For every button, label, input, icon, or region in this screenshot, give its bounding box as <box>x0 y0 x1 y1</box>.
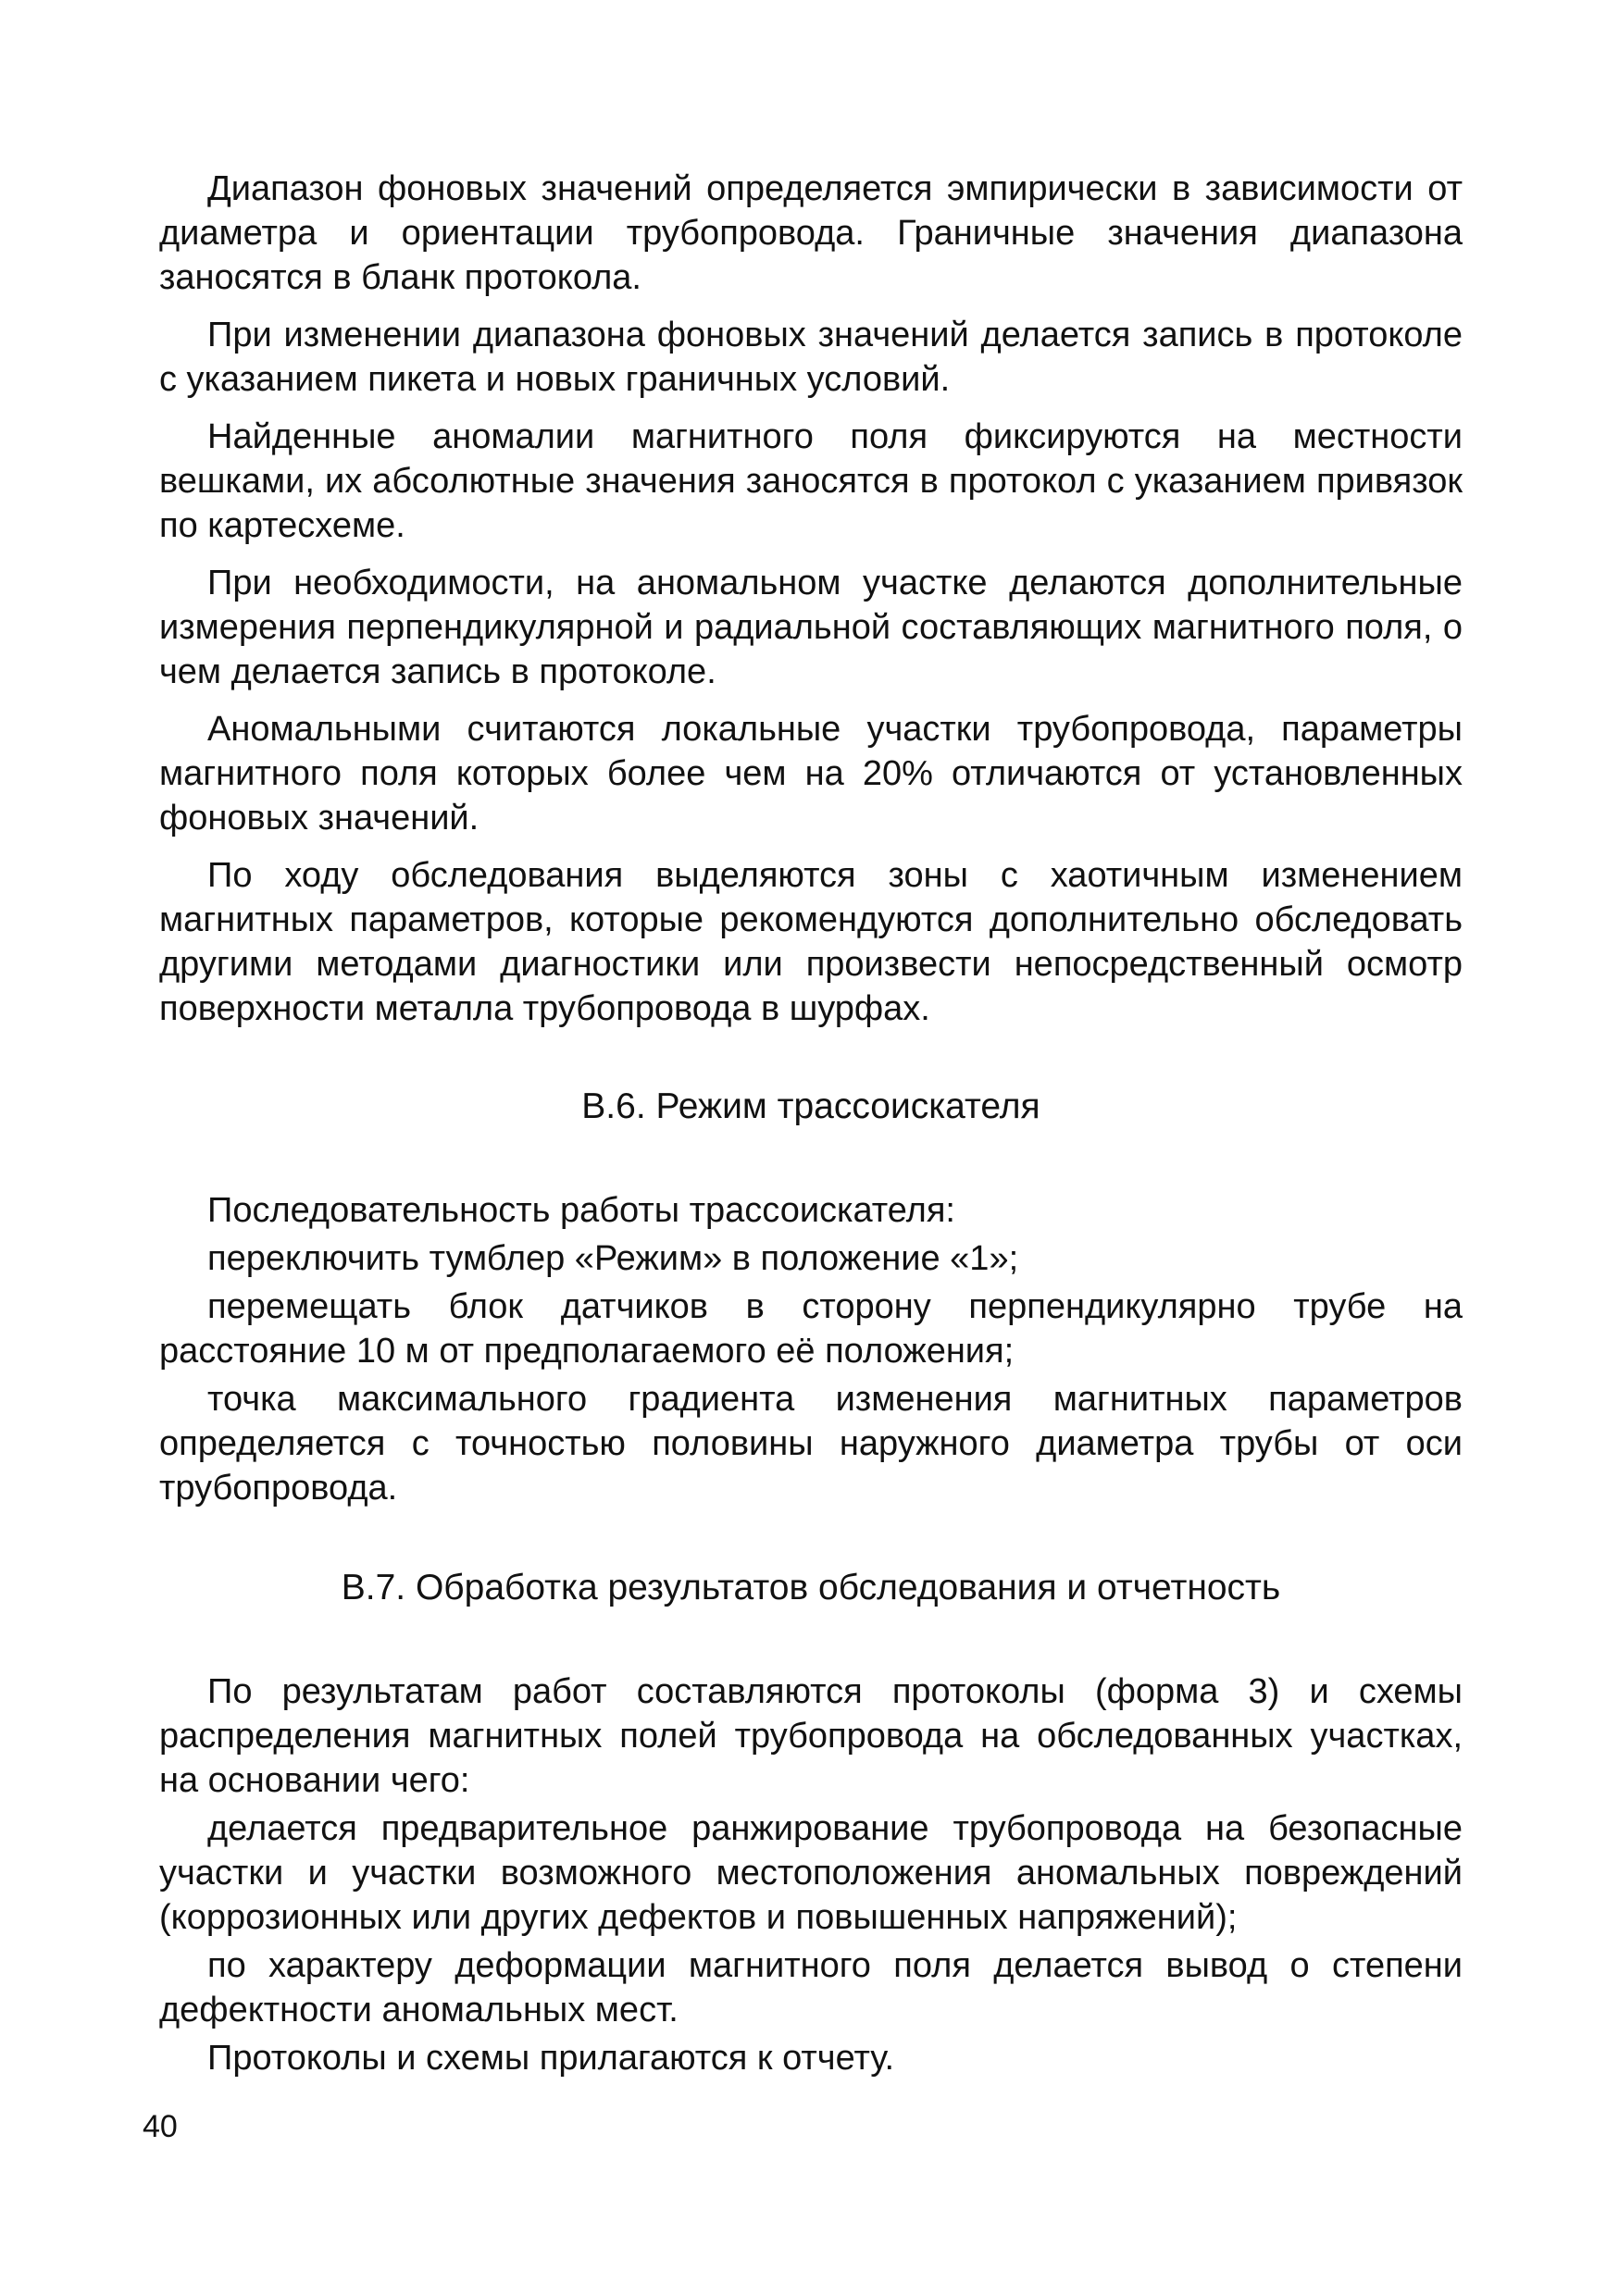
section-b6-heading: В.6. Режим трассоискателя <box>581 1086 1040 1126</box>
paragraph-additional-measurements: При необходимости, на аномальном участке делаются дополнительные измерения перпендикулярной и радиальной составляющих магнитного поля, о чем делается запись в протоколе. <box>159 564 1463 691</box>
section-b7-body <box>159 1669 1463 2080</box>
page-number: 40 <box>143 2109 178 2144</box>
paragraph-protocols-compiled: По результатам работ составляются протоколы (форма 3) и схемы распределения магнитных полей трубопровода на обследованных участках, на основании чего: <box>159 1672 1463 1800</box>
paragraph-preliminary-ranking: делается предварительное ранжирование трубопровода на безопасные участки и участки возможного местоположения аномальных повреждений (коррозионных или других дефектов и повышенных напряжений); <box>159 1809 1463 1937</box>
paragraph-protocols-attached: Протоколы и схемы прилагаются к отчету. <box>207 2039 895 2078</box>
section-b7-heading: В.7. Обработка результатов обследования и отчетность <box>341 1568 1281 1607</box>
paragraph-background-range: Диапазон фоновых значений определяется эмпирически в зависимости от диаметра и ориентации трубопровода. Граничные значения диапазона заносятся в бланк протокола. <box>159 169 1463 297</box>
section-b6-body <box>159 1188 1463 1510</box>
paragraph-switch-toggle: переключить тумблер «Режим» в положение «1»; <box>207 1239 1019 1278</box>
paragraph-anomalous-definition: Аномальными считаются локальные участки трубопровода, параметры магнитного поля которых более чем на 20% отличаются от установленных фоновых значений. <box>159 710 1463 838</box>
paragraph-chaotic-zones: По ходу обследования выделяются зоны с хаотичным изменением магнитных параметров, которые рекомендуются дополнительно обследовать другими методами диагностики или произвести непосредственный осмотр поверхности металла трубопровода в шурфах. <box>159 856 1463 1028</box>
paragraph-deformation-conclusion: по характеру деформации магнитного поля делается вывод о степени дефектности аномальных мест. <box>159 1946 1463 2029</box>
paragraph-tracer-sequence: Последовательность работы трассоискателя: <box>207 1191 955 1230</box>
paragraph-range-change: При изменении диапазона фоновых значений делается запись в протоколе с указанием пикета и новых граничных условий. <box>159 316 1463 399</box>
paragraph-move-sensors: перемещать блок датчиков в сторону перпендикулярно трубе на расстояние 10 м от предполагаемого её положения; <box>159 1287 1463 1371</box>
page-content <box>159 167 1463 2080</box>
paragraph-gradient-point: точка максимального градиента изменения магнитных параметров определяется с точностью половины наружного диаметра трубы от оси трубопровода. <box>159 1380 1463 1508</box>
paragraph-anomalies-found: Найденные аномалии магнитного поля фиксируются на местности вешками, их абсолютные значения заносятся в протокол с указанием привязок по картесхеме. <box>159 417 1463 545</box>
